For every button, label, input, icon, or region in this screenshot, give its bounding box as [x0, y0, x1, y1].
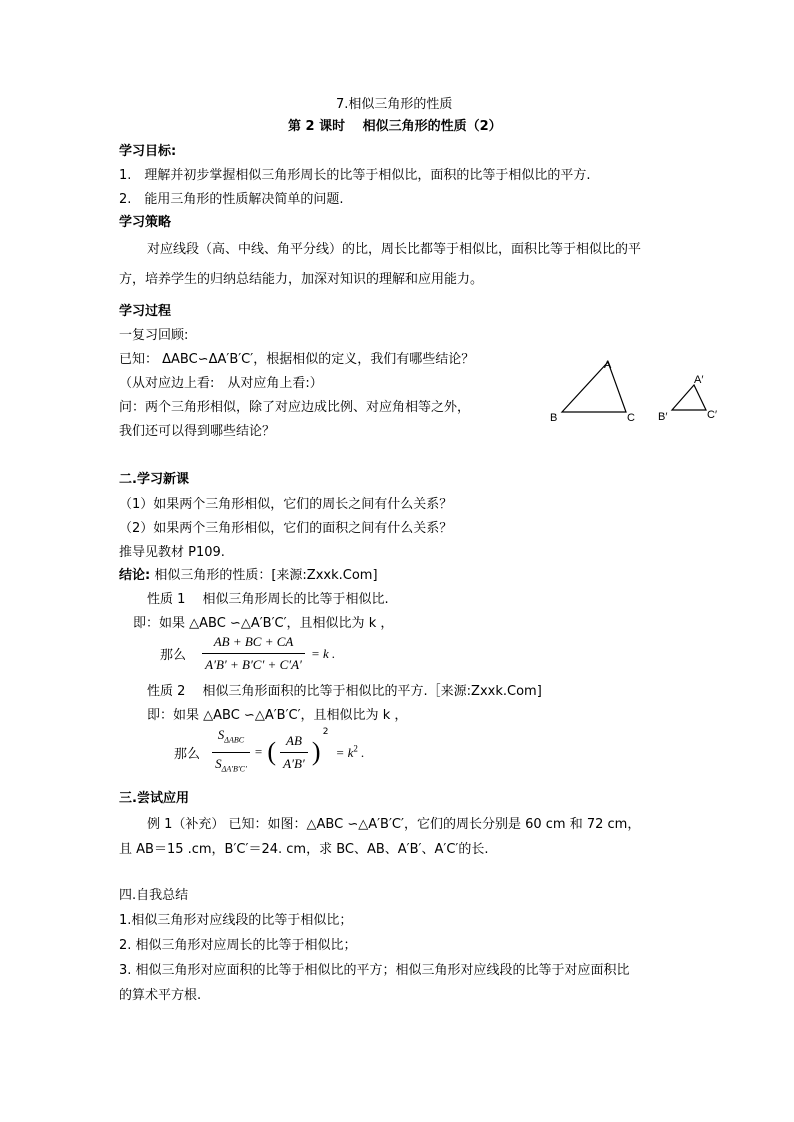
area-symbol-2: S [215, 755, 222, 771]
formula-2-ratio-fraction [280, 731, 308, 774]
formula-2-ratio-denominator: A′B′ [283, 755, 305, 771]
formula-2-exponent: 2 [322, 726, 329, 737]
formula-2-ratio-numerator: AB [280, 731, 308, 753]
review-title: 一复习回顾: [119, 328, 189, 343]
conclusion-line [119, 567, 378, 585]
area-sub-abc: ΔABC [224, 735, 245, 745]
summary-item-1: 1.相似三角形对应线段的比等于相似比； [119, 913, 353, 928]
formula-2-rhs-k: = k [335, 744, 354, 760]
formula-2-eq: = [254, 744, 263, 760]
label-C-prime: C′ [707, 409, 718, 421]
practice-line-2: 且 AB＝15 .cm，B′C′＝24. cm，求 BC、AB、A′B′、A′C′的长. [119, 842, 489, 857]
formula-2 [174, 725, 364, 779]
property-2-condition: 即：如果 △ABC ∽△A′B′C′，且相似比为 k ， [147, 708, 408, 723]
strategy-heading: 学习策略 [119, 215, 172, 230]
formula-2-rhs [336, 745, 365, 760]
similar-triangles-figure [540, 352, 760, 432]
strategy-line-1: 对应线段（高、中线、角平分线）的比，周长比都等于相似比，面积比等于相似比的平 [147, 242, 642, 257]
formula-2-area-denominator [212, 753, 250, 780]
property-1-condition: 即：如果 △ABC ∽△A′B′C′，且相似比为 k ， [133, 616, 394, 631]
label-C: C [627, 412, 635, 424]
goals-heading: 学习目标: [119, 144, 177, 159]
formula-2-area-numerator [212, 725, 250, 753]
label-A: A [604, 359, 612, 371]
formula-2-period: . [360, 744, 365, 760]
formula-1-then: 那么 [160, 648, 187, 663]
formula-1-numerator: AB + BC + CA [202, 632, 305, 654]
area-symbol: S [217, 727, 225, 742]
strategy-line-2: 方，培养学生的归纳总结能力，加深对知识的理解和应用能力。 [119, 272, 484, 287]
formula-2-area-fraction [212, 725, 250, 779]
summary-item-2: 2. 相似三角形对应周长的比等于相似比； [119, 938, 357, 953]
label-B: B [550, 412, 558, 424]
triangle-abc [562, 362, 626, 412]
review-question-2: 我们还可以得到哪些结论？ [119, 424, 276, 439]
formula-2-left-paren: ( [267, 737, 277, 767]
lesson-title: 第 2 课时 相似三角形的性质（2） [288, 119, 502, 134]
new-lesson-ref: 推导见教材 P109. [119, 545, 225, 560]
goal-item-1: 1. 理解并初步掌握相似三角形周长的比等于相似比，面积的比等于相似比的平方. [119, 168, 591, 183]
practice-heading: 三.尝试应用 [119, 791, 189, 806]
conclusion-label: 结论: [119, 568, 151, 583]
new-lesson-q2: （2）如果两个三角形相似，它们的面积之间有什么关系？ [119, 521, 453, 536]
formula-1-rhs: = k . [311, 645, 336, 661]
property-1: 性质 1 相似三角形周长的比等于相似比. [147, 592, 389, 607]
summary-item-3: 3. 相似三角形对应面积的比等于相似比的平方；相似三角形对应线段的比等于对应面积比 [119, 963, 630, 978]
label-A-prime: A′ [694, 374, 704, 386]
review-question-1: 问：两个三角形相似，除了对应边成比例、对应角相等之外， [119, 400, 471, 415]
area-sub-a1b1c1: ΔA′B′C′ [221, 764, 247, 774]
formula-2-rhs-exponent: 2 [353, 743, 358, 754]
formula-1-denominator: A′B′ + B′C′ + C′A′ [205, 657, 302, 672]
formula-1 [160, 632, 335, 675]
label-B-prime: B′ [658, 411, 668, 423]
formula-1-fraction [202, 632, 305, 675]
review-hint: （从对应边上看: 从对应角上看:） [119, 376, 323, 391]
new-lesson-heading: 二.学习新课 [119, 472, 189, 487]
formula-2-right-paren: ) [311, 737, 321, 767]
goal-item-2: 2. 能用三角形的性质解决简单的问题. [119, 192, 344, 207]
property-2: 性质 2 相似三角形面积的比等于相似比的平方.［来源:Zxxk.Com] [147, 684, 542, 699]
triangle-a1b1c1 [672, 385, 706, 410]
formula-2-then: 那么 [174, 746, 201, 762]
practice-line-1: 例 1（补充） 已知：如图：△ABC ∽△A′B′C′，它们的周长分别是 60 cm 和 72 cm， [147, 817, 641, 832]
summary-item-3-cont: 的算术平方根. [119, 988, 202, 1003]
chapter-title: 7.相似三角形的性质 [336, 97, 453, 112]
new-lesson-q1: （1）如果两个三角形相似，它们的周长之间有什么关系？ [119, 497, 453, 512]
process-heading: 学习过程 [119, 304, 172, 319]
conclusion-text: 相似三角形的性质：[来源:Zxxk.Com] [154, 568, 378, 583]
review-known: 已知： ΔABC∽ΔA′B′C′，根据相似的定义，我们有哪些结论？ [119, 352, 475, 367]
summary-heading: 四.自我总结 [119, 888, 189, 903]
